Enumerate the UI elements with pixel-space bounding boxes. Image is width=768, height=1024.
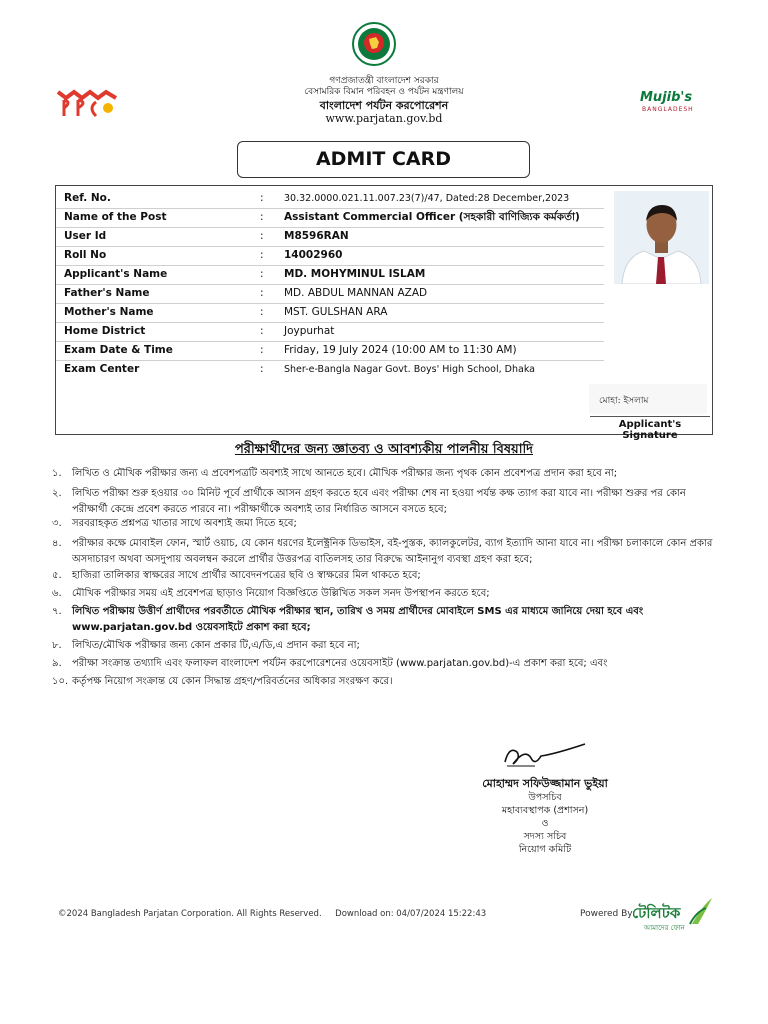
instruction-item (52, 466, 720, 482)
info-value: Joypurhat (284, 325, 335, 337)
instruction-number: ৫. (52, 570, 62, 581)
info-value: Assistant Commercial Officer (সহকারী বাণিজ্যিক কর্মকর্তা) (284, 211, 580, 223)
mujib-logo-icon: Mujib's BANGLADESH (640, 90, 694, 113)
info-label: Mother's Name (64, 306, 154, 318)
info-label: User Id (64, 230, 107, 242)
instruction-number: ৮. (52, 640, 62, 651)
instruction-item (52, 486, 720, 518)
instruction-number: ৭. (52, 606, 62, 617)
info-label: Home District (64, 325, 146, 337)
info-label: Ref. No. (64, 192, 111, 204)
applicant-signature-caption: Applicant's Signature (618, 419, 682, 441)
info-colon: : (260, 230, 264, 242)
info-value: Sher-e-Bangla Nagar Govt. Boys' High School, Dhaka (284, 364, 535, 375)
instruction-item (52, 586, 720, 602)
teletalk-swoosh-icon (688, 896, 714, 926)
instruction-number: ৬. (52, 588, 62, 599)
info-row-roll-no (64, 246, 604, 265)
info-value: 30.32.0000.021.11.007.23(7)/47, Dated:28 December,2023 (284, 193, 570, 204)
admit-card-title: ADMIT CARD (237, 141, 530, 178)
signatory-designation: সদস্য সচিব (523, 831, 567, 842)
instruction-item (52, 638, 720, 654)
info-colon: : (260, 344, 264, 356)
instruction-text: মৌখিক পরীক্ষার সময় এই প্রবেশপত্র ছাড়াও নিয়োগ বিজ্ঞপ্তিতে উল্লিখিত সকল সনদ উপস্থাপন করতে হবে; (72, 588, 490, 599)
instruction-item (52, 674, 720, 690)
instruction-text: লিখিত পরীক্ষায় উত্তীর্ণ প্রার্থীদের পরবর্তীতে মৌখিক পরীক্ষার স্থান, তারিখ ও সময় প্রার্থীদের মোবাইলে SMS এর মাধ্যমে জানিয়ে দেয়া হবে এবং www.parjatan.gov.bd ওয়েবসাইটে প্রকাশ করা হবে; (72, 606, 644, 633)
svg-text:মোহা: ইসলাম: মোহা: ইসলাম (599, 396, 649, 406)
info-colon: : (260, 249, 264, 261)
info-row-applicant-name (64, 265, 604, 284)
info-colon: : (260, 287, 264, 299)
info-label: Roll No (64, 249, 107, 261)
signatory-designation: উপসচিব (528, 792, 562, 803)
info-label: Exam Date & Time (64, 344, 173, 356)
instruction-number: ৯. (52, 658, 62, 669)
info-value: MD. ABDUL MANNAN AZAD (284, 287, 428, 299)
info-colon: : (260, 363, 264, 375)
copyright-text: ©2024 Bangladesh Parjatan Corporation. All Rights Reserved. (58, 909, 322, 919)
info-row-exam-date (64, 341, 604, 360)
download-timestamp: Download on: 04/07/2024 15:22:43 (335, 909, 487, 919)
info-row-post-name (64, 208, 604, 227)
instruction-item (52, 656, 720, 672)
instructions-title: পরীক্ষার্থীদের জন্য জ্ঞাতব্য ও আবশ্যকীয় পালনীয় বিষয়াদি (234, 442, 534, 457)
signatory-designation: মহাব্যবস্থাপক (প্রশাসন) (501, 805, 589, 816)
info-colon: : (260, 325, 264, 337)
header-ministry: বেসামরিক বিমান পরিবহন ও পর্যটন মন্ত্রণালয় (304, 87, 464, 98)
instruction-text: লিখিত পরীক্ষা শুরু হওয়ার ৩০ মিনিট পূর্বে প্রার্থীকে আসন গ্রহণ করতে হবে এবং পরীক্ষা শেষ না হওয়া পর্যন্ত কক্ষ ত্যাগ করা যাবে না। পরীক্ষা শুরুর পর কোন পরীক্ষার্থী কেন্দ্রে প্রবেশ করতে পারবে না। পরীক্ষার্থীকে অবশ্যই তার নির্ধারিত আসনে বসতে হবে; (72, 488, 686, 515)
instruction-text: পরীক্ষার কক্ষে মোবাইল ফোন, স্মার্ট ওয়াচ, যে কোন ধরণের ইলেক্ট্রনিক ডিভাইস, বই-পুস্তক, ক্যালকুলেটর, ব্যাগ ইত্যাদি আনা যাবে না। পরীক্ষা চলাকালে কোন প্রকার অসদাচারণ অথবা অসদুপায় অবলম্বন করলে প্রার্থীর উত্তরপত্র বাতিলসহ তার বিরুদ্ধে আইনানুগ ব্যবস্থা গ্রহণ করা হবে; (72, 538, 713, 565)
info-row-father-name (64, 284, 604, 303)
info-label: Exam Center (64, 363, 140, 375)
instruction-text: পরীক্ষা সংক্রান্ত তথ্যাদি এবং ফলাফল বাংলাদেশ পর্যটন করপোরেশনের ওয়েবসাইট (www.parjatan.gov.bd)-এ প্রকাশ করা হবে; এবং (72, 658, 608, 669)
instruction-text: কর্তৃপক্ষ নিয়োগ সংক্রান্ত যে কোন সিদ্ধান্ত গ্রহণ/পরিবর্তনের অধিকার সংরক্ষণ করে। (72, 676, 393, 687)
applicant-info-panel (55, 185, 713, 441)
instruction-text: সরবরাহকৃত প্রশ্নপত্র খাতার সাথে অবশ্যই জমা দিতে হবে; (72, 518, 297, 529)
instruction-number: ৪. (52, 538, 62, 549)
instruction-item (52, 536, 720, 568)
instruction-number: ৩. (52, 518, 62, 529)
instruction-text: হাজিরা তালিকার স্বাক্ষরের সাথে প্রার্থীর আবেদনপত্রের ছবি ও স্বাক্ষরের মিল থাকতে হবে; (72, 570, 421, 581)
signatory-designation: নিয়োগ কমিটি (518, 844, 572, 855)
info-colon: : (260, 306, 264, 318)
info-colon: : (260, 268, 264, 280)
info-label: Father's Name (64, 287, 150, 299)
instruction-text: লিখিত ও মৌখিক পরীক্ষার জন্য এ প্রবেশপত্রটি অবশ্যই সাথে আনতে হবে। মৌখিক পরীক্ষার জন্য পৃথক কোন প্রবেশপত্র প্রদান করা হবে না; (72, 468, 618, 479)
info-value: MD. MOHYMINUL ISLAM (284, 268, 426, 280)
authority-signature-block (420, 740, 670, 856)
applicant-signature-image (589, 384, 707, 414)
authority-signature-image (495, 740, 595, 776)
instruction-number: ১০. (52, 676, 69, 687)
info-label: Applicant's Name (64, 268, 168, 280)
info-value: 14002960 (284, 249, 343, 261)
info-row-mother-name (64, 303, 604, 322)
instruction-item (52, 604, 720, 636)
instruction-text: লিখিত/মৌখিক পরীক্ষার জন্য কোন প্রকার টি,এ/ডি,এ প্রদান করা হবে না; (72, 640, 360, 651)
info-value: MST. GULSHAN ARA (284, 306, 388, 318)
info-row-exam-center (64, 360, 604, 379)
instruction-item (52, 568, 720, 584)
applicant-photo (614, 191, 709, 284)
info-colon: : (260, 211, 264, 223)
info-colon: : (260, 192, 264, 204)
government-seal-icon (352, 22, 396, 66)
footer-info (58, 909, 486, 919)
header-website: www.parjatan.gov.bd (325, 112, 443, 126)
instruction-number: ২. (52, 488, 62, 499)
instruction-number: ১. (52, 468, 62, 479)
info-row-user-id (64, 227, 604, 246)
signature-rule (590, 416, 710, 417)
info-row-ref-no (64, 189, 604, 208)
bpc-logo-icon (56, 86, 118, 122)
teletalk-logo-icon: টেলিটক আমাদের ফোন (632, 896, 714, 932)
info-value: Friday, 19 July 2024 (10:00 AM to 11:30 AM) (284, 344, 517, 356)
signatory-name: মোহাম্মদ সফিউজ্জামান ভুইয়া (482, 777, 608, 790)
signatory-designation: ও (541, 818, 549, 829)
info-row-home-district (64, 322, 604, 341)
powered-by-label: Powered By: (580, 909, 636, 919)
instruction-item (52, 516, 720, 532)
info-value: M8596RAN (284, 230, 349, 242)
organization-header (200, 76, 568, 126)
info-label: Name of the Post (64, 211, 167, 223)
header-corporation: বাংলাদেশ পর্যটন করপোরেশন (319, 98, 449, 112)
header-government: গণপ্রজাতন্ত্রী বাংলাদেশ সরকার (329, 76, 439, 86)
